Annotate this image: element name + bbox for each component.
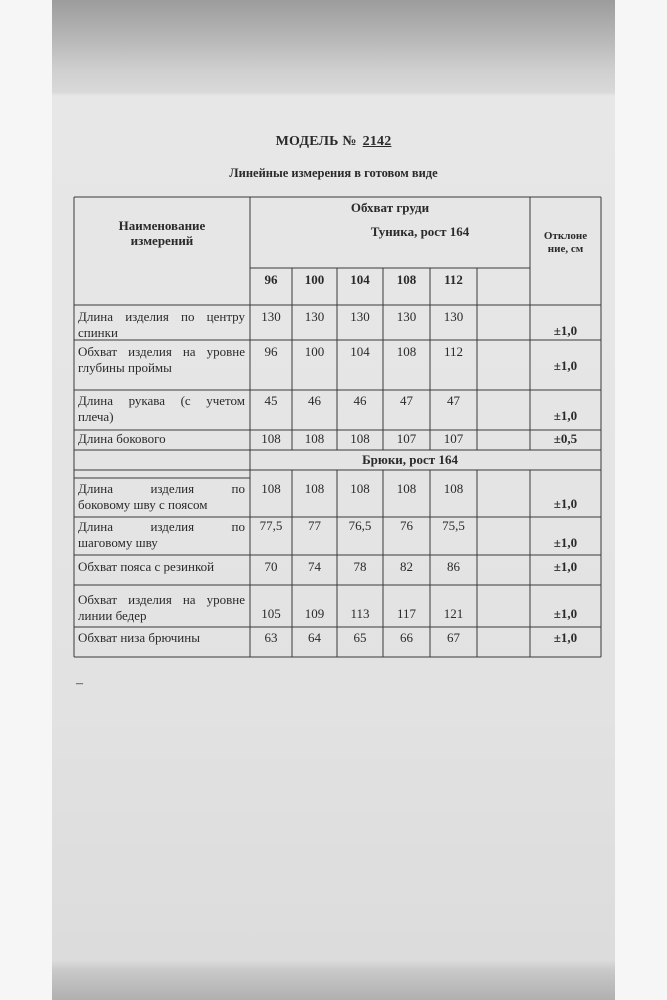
cell-tolerance: ±1,0 <box>553 496 578 511</box>
header-chest-girth: Обхват груди <box>350 200 430 215</box>
cell-value: 70 <box>264 559 278 574</box>
cell-tolerance: ±0,5 <box>553 431 578 446</box>
cell-value: 108 <box>261 481 281 496</box>
cell-value: 65 <box>353 630 367 645</box>
trailing-dash: – <box>76 676 83 691</box>
cell-value: 108 <box>350 481 370 496</box>
header-name-col-line2: измерений <box>130 233 194 248</box>
cell-tolerance: ±1,0 <box>553 535 578 550</box>
size-96: 96 <box>264 272 278 287</box>
cell-value: 47 <box>447 393 460 408</box>
size-108: 108 <box>396 272 417 287</box>
document-subtitle: Линейные измерения в готовом виде <box>229 166 438 180</box>
cell-tolerance: ±1,0 <box>553 358 578 373</box>
cell-value: 46 <box>308 393 321 408</box>
cell-value: 107 <box>443 431 464 446</box>
cell-value: 104 <box>350 344 370 359</box>
cell-value: 77,5 <box>259 518 283 533</box>
cell-value: 64 <box>308 630 321 645</box>
cell-value: 108 <box>304 481 325 496</box>
cell-tolerance: ±1,0 <box>553 323 578 338</box>
frame-left <box>0 0 52 1000</box>
model-number: 2142 <box>362 134 392 149</box>
header-tolerance-line2: ние, см <box>547 243 584 255</box>
cell-value: 66 <box>400 630 413 645</box>
cell-value: 108 <box>396 344 417 359</box>
table-row-label: Обхват изделия на уровне линии бедер <box>78 592 245 623</box>
cell-value: 130 <box>396 309 417 324</box>
table-row-label: Обхват изделия на уровне глубины проймы <box>78 344 245 375</box>
cell-value: 130 <box>261 309 281 324</box>
cell-value: 100 <box>304 344 325 359</box>
cell-value: 96 <box>264 344 278 359</box>
cell-value: 45 <box>264 393 278 408</box>
frame-right <box>615 0 667 1000</box>
cell-value: 108 <box>396 481 417 496</box>
document-title <box>0 134 667 150</box>
cell-value: 108 <box>304 431 325 446</box>
cell-value: 112 <box>443 344 464 359</box>
cell-value: 113 <box>350 606 370 621</box>
cell-value: 109 <box>304 606 325 621</box>
header-name-col-line1: Наименование <box>118 218 206 233</box>
cell-value: 130 <box>350 309 370 324</box>
cell-value: 46 <box>353 393 367 408</box>
cell-value: 77 <box>308 518 321 533</box>
table-row-label: Длина бокового <box>78 431 166 446</box>
table-row-label: Обхват пояса с резинкой <box>78 559 215 574</box>
cell-value: 67 <box>447 630 460 645</box>
cell-value: 82 <box>400 559 413 574</box>
cell-value: 74 <box>308 559 321 574</box>
cell-value: 76,5 <box>348 518 372 533</box>
cell-value: 117 <box>396 606 417 621</box>
table-row-label: Длина изделия по центру спинки <box>78 309 245 340</box>
cell-value: 63 <box>264 630 278 645</box>
cell-value: 78 <box>353 559 367 574</box>
cell-tolerance: ±1,0 <box>553 630 578 645</box>
cell-value: 76 <box>400 518 413 533</box>
cell-value: 75,5 <box>442 518 465 533</box>
cell-tolerance: ±1,0 <box>553 606 578 621</box>
header-tolerance-line1: Отклоне <box>543 230 588 242</box>
table-row-label: Обхват низа брючины <box>78 630 200 645</box>
cell-value: 47 <box>400 393 413 408</box>
table-row-label: Длина изделия по шаговому шву <box>78 519 245 550</box>
size-100: 100 <box>304 272 325 287</box>
size-112: 112 <box>444 272 463 287</box>
cell-value: 130 <box>443 309 464 324</box>
cell-value: 108 <box>443 481 464 496</box>
cell-value: 121 <box>443 606 464 621</box>
trousers-header: Брюки, рост 164 <box>362 452 458 467</box>
table-row-label: Длина изделия по боковому шву с поясом <box>78 481 245 512</box>
table-row-label: Длина рукава (с учетом плеча) <box>78 393 245 424</box>
cell-value: 107 <box>396 431 417 446</box>
cell-value: 105 <box>261 606 281 621</box>
cell-value: 108 <box>261 431 281 446</box>
size-104: 104 <box>350 272 370 287</box>
cell-value: 130 <box>304 309 325 324</box>
cell-tolerance: ±1,0 <box>553 408 578 423</box>
cell-value: 86 <box>447 559 460 574</box>
cell-tolerance: ±1,0 <box>553 559 578 574</box>
header-tunic: Туника, рост 164 <box>370 224 470 239</box>
title-prefix: МОДЕЛЬ № <box>275 134 357 149</box>
cell-value: 108 <box>350 431 370 446</box>
